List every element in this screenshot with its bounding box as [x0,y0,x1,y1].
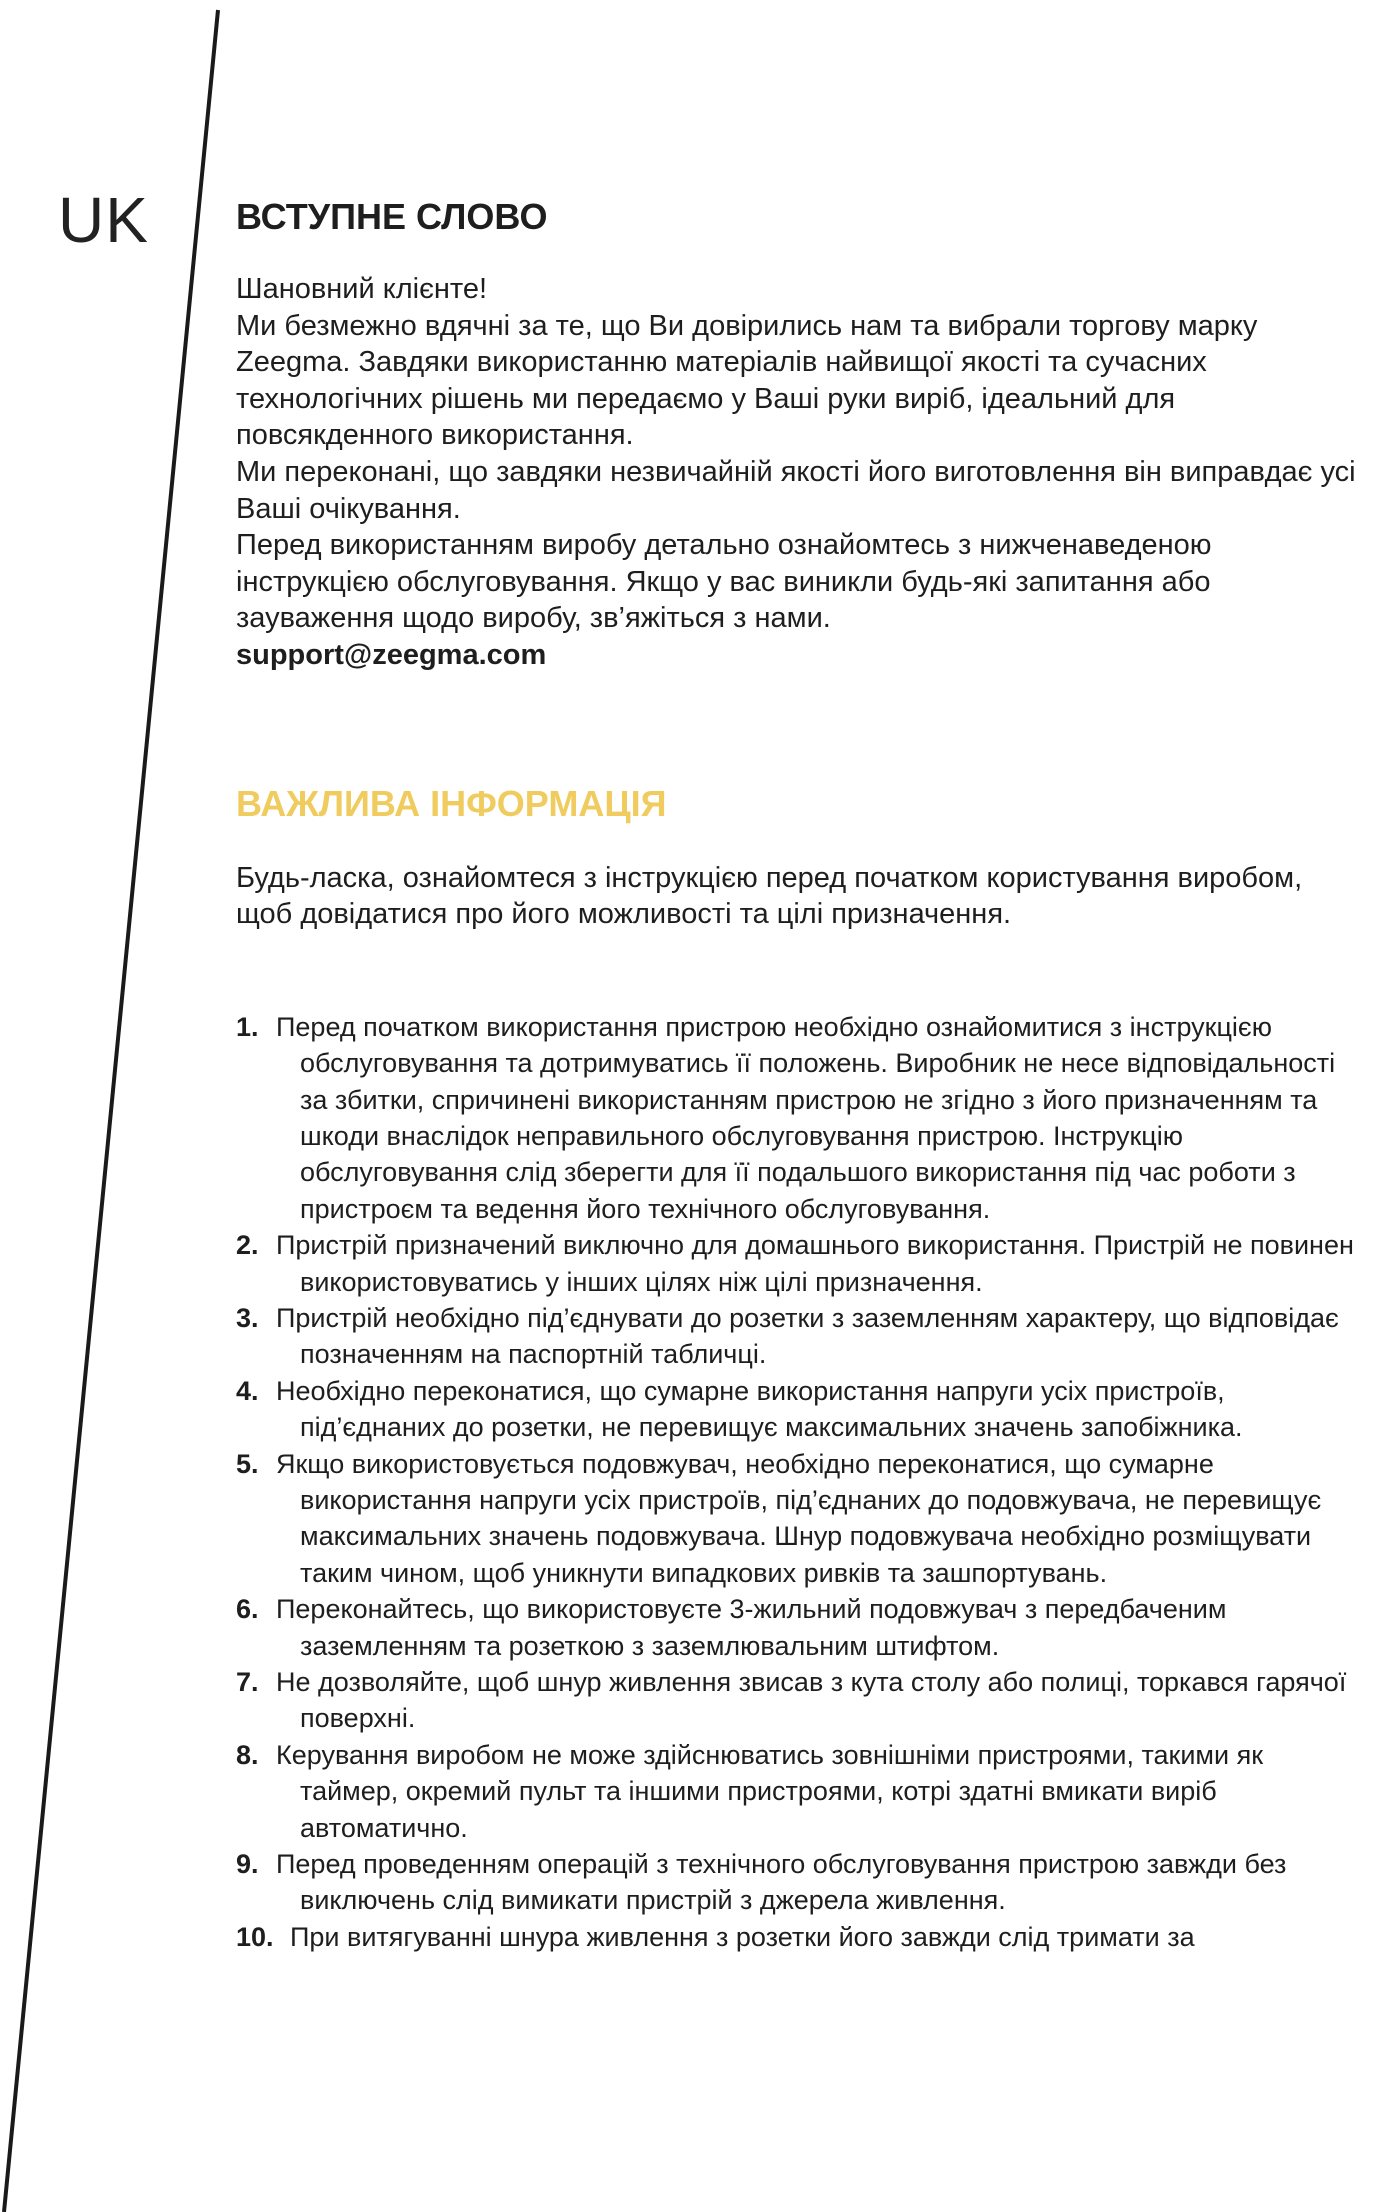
support-email: support@zeegma.com [236,638,547,671]
list-item [236,1737,1356,1846]
list-item-number: 6. [236,1594,259,1625]
list-item [236,1300,1356,1373]
list-item-number: 1. [236,1011,259,1042]
list-item-number: 5. [236,1448,259,1479]
list-item-text: Пристрій призначений виключно для домашнього використання. Пристрій не повинен використовуватись у інших цілях ніж цілі призначення. [276,1230,1354,1297]
list-item-text: Якщо використовується подовжувач, необхідно переконатися, що сумарне використання напруги усіх пристроїв, під’єднаних до подовжувача, не перевищує максимальних значень подовжувача. Шнур подовжувача необхідно розміщувати таким чином, щоб уникнути випадкових ривків та зашпортувань. [276,1448,1322,1588]
list-item-text: При витягуванні шнура живлення з розетки його завжди слід тримати за [290,1921,1195,1952]
list-item-text: Перед початком використання пристрою необхідно ознайомитися з інструкцією обслуговування та дотримуватись її положень. Виробник не несе відповідальності за збитки, спричинені використанням пристрою не згідно з його призначенням та шкоди внаслідок неправильного обслуговування пристрою. Інструкцію обслуговування слід зберегти для її подальшого використання під час роботи з пристроєм та ведення його технічного обслуговування. [276,1011,1336,1224]
list-item [236,1664,1356,1737]
list-item [236,1591,1356,1664]
document-content [236,195,1356,1955]
intro-greeting: Шановний клієнте! [236,273,488,305]
important-info-title: ВАЖЛИВА ІНФОРМАЦІЯ [236,782,667,824]
list-item-number: 10. [236,1921,274,1952]
intro-title: ВСТУПНЕ СЛОВО [236,196,548,237]
list-item [236,1009,1356,1227]
list-item-number: 4. [236,1375,259,1406]
list-item-text: Не дозволяйте, щоб шнур живлення звисав з кута столу або полиці, торкався гарячої поверхні. [276,1667,1347,1734]
intro-paragraph: Ми безмежно вдячні за те, що Ви довірились нам та вибрали торгову марку Zeegma. Завдяки використанню матеріалів найвищої якості та сучасних технологічних рішень ми передаємо у Ваші руки виріб, ідеальний для повсякденного використання. [236,309,1258,452]
intro-paragraph: Ми переконані, що завдяки незвичайній якості його виготовлення він виправдає усі Ваші очікування. [236,455,1356,525]
list-item-text: Переконайтесь, що використовуєте 3-жильний подовжувач з передбаченим заземленням та розеткою з заземлювальним штифтом. [276,1594,1227,1661]
list-item-text: Необхідно переконатися, що сумарне використання напруги усіх пристроїв, під’єднаних до розетки, не перевищує максимальних значень запобіжника. [276,1375,1243,1443]
list-item-text: Перед проведенням операцій з технічного обслуговування пристрою завжди без виключень слід вимикати пристрій з джерела живлення. [276,1849,1287,1916]
list-item [236,1846,1356,1919]
list-item-number: 8. [236,1739,259,1770]
list-item-number: 2. [236,1230,259,1261]
important-info-lead: Будь-ласка, ознайомтеся з інструкцією перед початком користування виробом, щоб довідатися про його можливості та цілі призначення. [236,861,1303,931]
intro-paragraph: Перед використанням виробу детально ознайомтесь з нижченаведеною інструкцією обслуговування. Якщо у вас виникли будь-які запитання або зауваження щодо виробу, зв’яжіться з нами. [236,529,1212,635]
list-item [236,1446,1356,1592]
intro-text [236,271,1356,674]
list-item-number: 9. [236,1849,259,1880]
list-item [236,1373,1356,1446]
safety-instructions-list [236,1009,1356,1956]
list-item [236,1227,1356,1300]
language-code: UK [58,184,149,256]
list-item-text: Керування виробом не може здійснюватись зовнішніми пристроями, такими як таймер, окремий пульт та іншими пристроями, котрі здатні вмикати виріб автоматично. [276,1739,1264,1843]
list-item-number: 3. [236,1302,259,1333]
list-item-text: Пристрій необхідно під’єднувати до розетки з заземленням характеру, що відповідає позначенням на паспортній табличці. [276,1302,1339,1370]
list-item [236,1919,1356,1955]
list-item-number: 7. [236,1667,259,1698]
